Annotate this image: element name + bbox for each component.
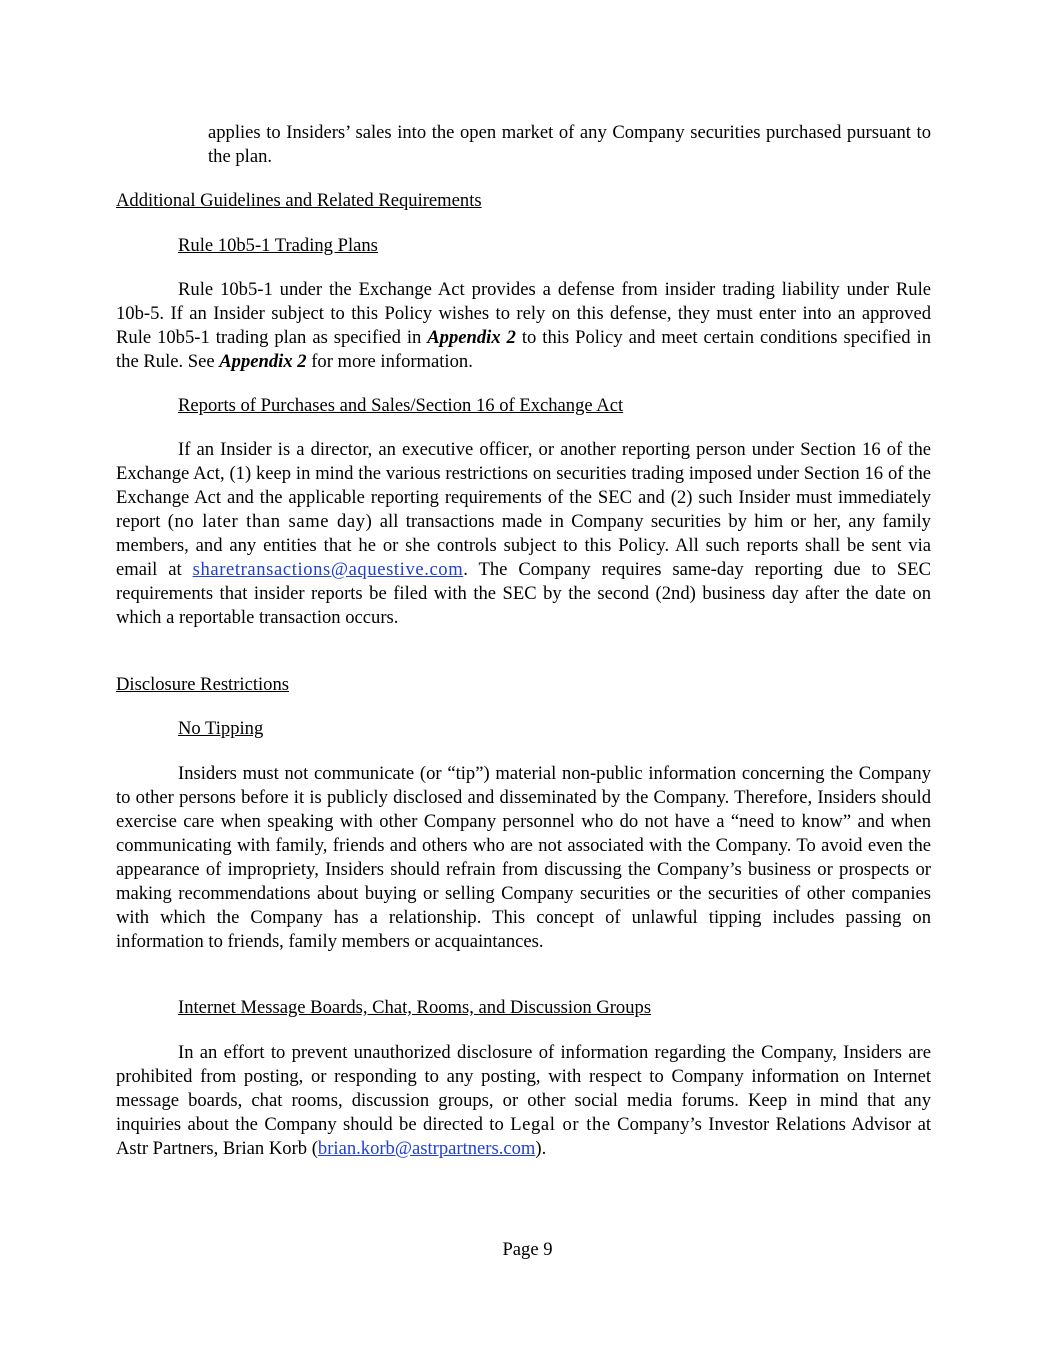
section-heading-disclosure-restrictions: Disclosure Restrictions xyxy=(116,674,289,695)
subheading-section-16-reports: Reports of Purchases and Sales/Section 16 of Exchange Act xyxy=(178,395,624,416)
appendix-2-reference: Appendix 2 xyxy=(427,327,516,348)
subheading-rule-10b5-1: Rule 10b5-1 Trading Plans xyxy=(178,235,378,256)
no-tipping-paragraph: Insiders must not communicate (or “tip”) material non-public information concerning the Company to other persons before it is publicly disclosed and disseminated by the Company. Therefore, Insiders should exercise care when speaking with other Company personnel who do not have a “need to know” and when communicating with family, friends and others who are not associated with the Company. To avoid even the appearance of impropriety, Insiders should refrain from discussing the Company’s business or prospects or making recommendations about buying or selling Company securities or the securities of other companies with which the Company has a relationship. This concept of unlawful tipping includes passing on information to friends, family members or acquaintances. xyxy=(116,763,931,952)
section-16-reports-paragraph: If an Insider is a director, an executive officer, or another reporting person under Section 16 of the Exchange Act, (1) keep in mind the various restrictions on securities trading imposed under Section 16 of the Exchange Act and the applicable reporting requirements of the SEC and (2) such Insider must immediately report (no later than same day) all transactions made in Company securities by him or her, any family members, and any entities that he or she controls subject to this Policy. All such reports shall be sent via email at sharetransactions@aquestive.com. The Company requires same-day reporting due to SEC requirements that insider reports be filed with the SEC by the second (2nd) business day after the date on which a reportable transaction occurs. xyxy=(116,439,931,628)
section-heading-additional-guidelines: Additional Guidelines and Related Requirements xyxy=(116,190,482,211)
subheading-no-tipping: No Tipping xyxy=(178,718,264,739)
appendix-2-reference: Appendix 2 xyxy=(219,351,307,372)
rule-10b5-1-paragraph: Rule 10b5-1 under the Exchange Act provides a defense from insider trading liability under Rule 10b-5. If an Insider subject to this Policy wishes to rely on this defense, they must enter into an approved Rule 10b5-1 trading plan as specified in Appendix 2 to this Policy and meet certain conditions specified in the Rule. See Appendix 2 for more information. xyxy=(116,279,931,372)
internet-message-boards-paragraph: In an effort to prevent unauthorized disclosure of information regarding the Company, Insiders are prohibited from posting, or responding to any posting, with respect to Company information on Internet message boards, chat rooms, discussion groups, or other social media forums. Keep in mind that any inquiries about the Company should be directed to Legal or the Company’s Investor Relations Advisor at Astr Partners, Brian Korb (brian.korb@astrpartners.com). xyxy=(116,1042,931,1159)
subheading-internet-message-boards: Internet Message Boards, Chat, Rooms, and Discussion Groups xyxy=(178,997,652,1018)
share-transactions-email-link[interactable]: sharetransactions@aquestive.com xyxy=(192,559,464,580)
plan-continuation-paragraph: applies to Insiders’ sales into the open market of any Company securities purchased pursuant to the plan. xyxy=(208,122,931,167)
investor-relations-email-link[interactable]: brian.korb@astrpartners.com xyxy=(317,1138,536,1159)
page-number: Page 9 xyxy=(502,1239,553,1260)
